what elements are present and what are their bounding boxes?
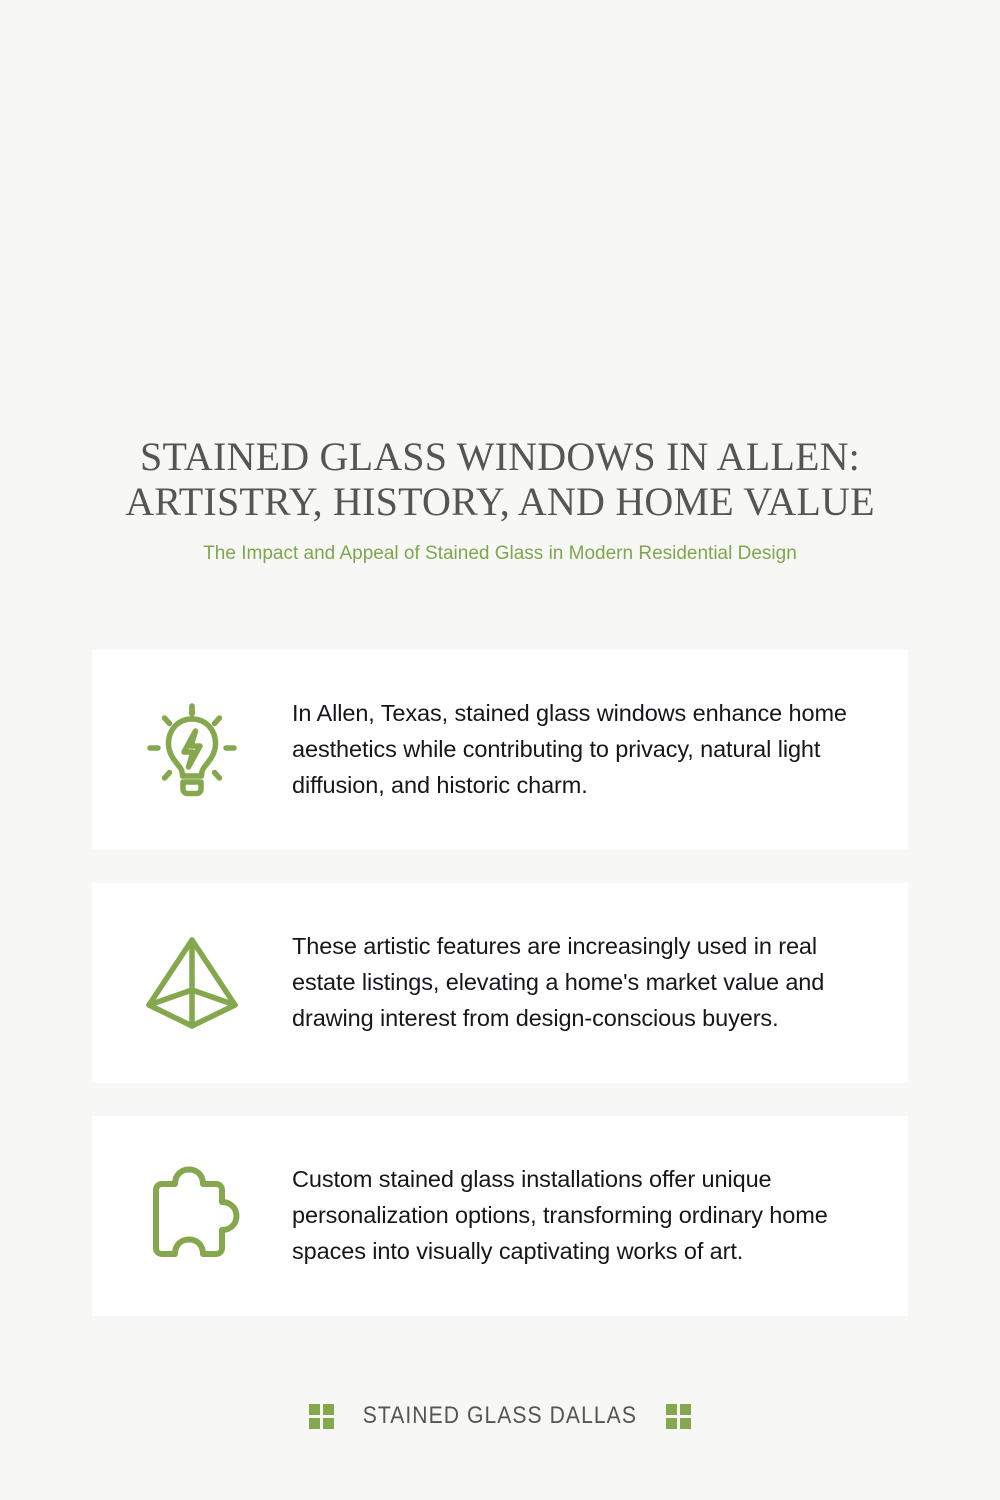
page-title: STAINED GLASS WINDOWS IN ALLEN: ARTISTRY, HISTORY, AND HOME VALUE <box>125 434 875 524</box>
grid-squares-left-icon <box>309 1404 334 1429</box>
list-item <box>92 650 908 850</box>
card-icon-slot <box>92 700 292 800</box>
card-icon-slot <box>92 1166 292 1266</box>
header <box>0 435 1000 566</box>
puzzle-piece-icon <box>142 1166 242 1266</box>
card-icon-slot <box>92 933 292 1033</box>
pyramid-icon <box>142 933 242 1033</box>
lightbulb-idea-icon <box>142 700 242 800</box>
card-list <box>92 650 908 1349</box>
card-text: Custom stained glass installations offer unique personalization options, transforming ordinary home spaces into visually captivating works of art. <box>292 1166 828 1264</box>
grid-squares-right-icon <box>666 1404 691 1429</box>
list-item <box>92 883 908 1083</box>
list-item <box>92 1116 908 1316</box>
card-text: These artistic features are increasingly used in real estate listings, elevating a home's market value and drawing interest from design-conscious buyers. <box>292 933 825 1031</box>
brand-name: STAINED GLASS DALLAS <box>362 1402 638 1429</box>
footer-brand <box>0 1402 1000 1430</box>
page-subtitle: The Impact and Appeal of Stained Glass in Modern Residential Design <box>203 542 797 564</box>
card-text: In Allen, Texas, stained glass windows enhance home aesthetics while contributing to privacy, natural light diffusion, and historic charm. <box>292 700 847 798</box>
